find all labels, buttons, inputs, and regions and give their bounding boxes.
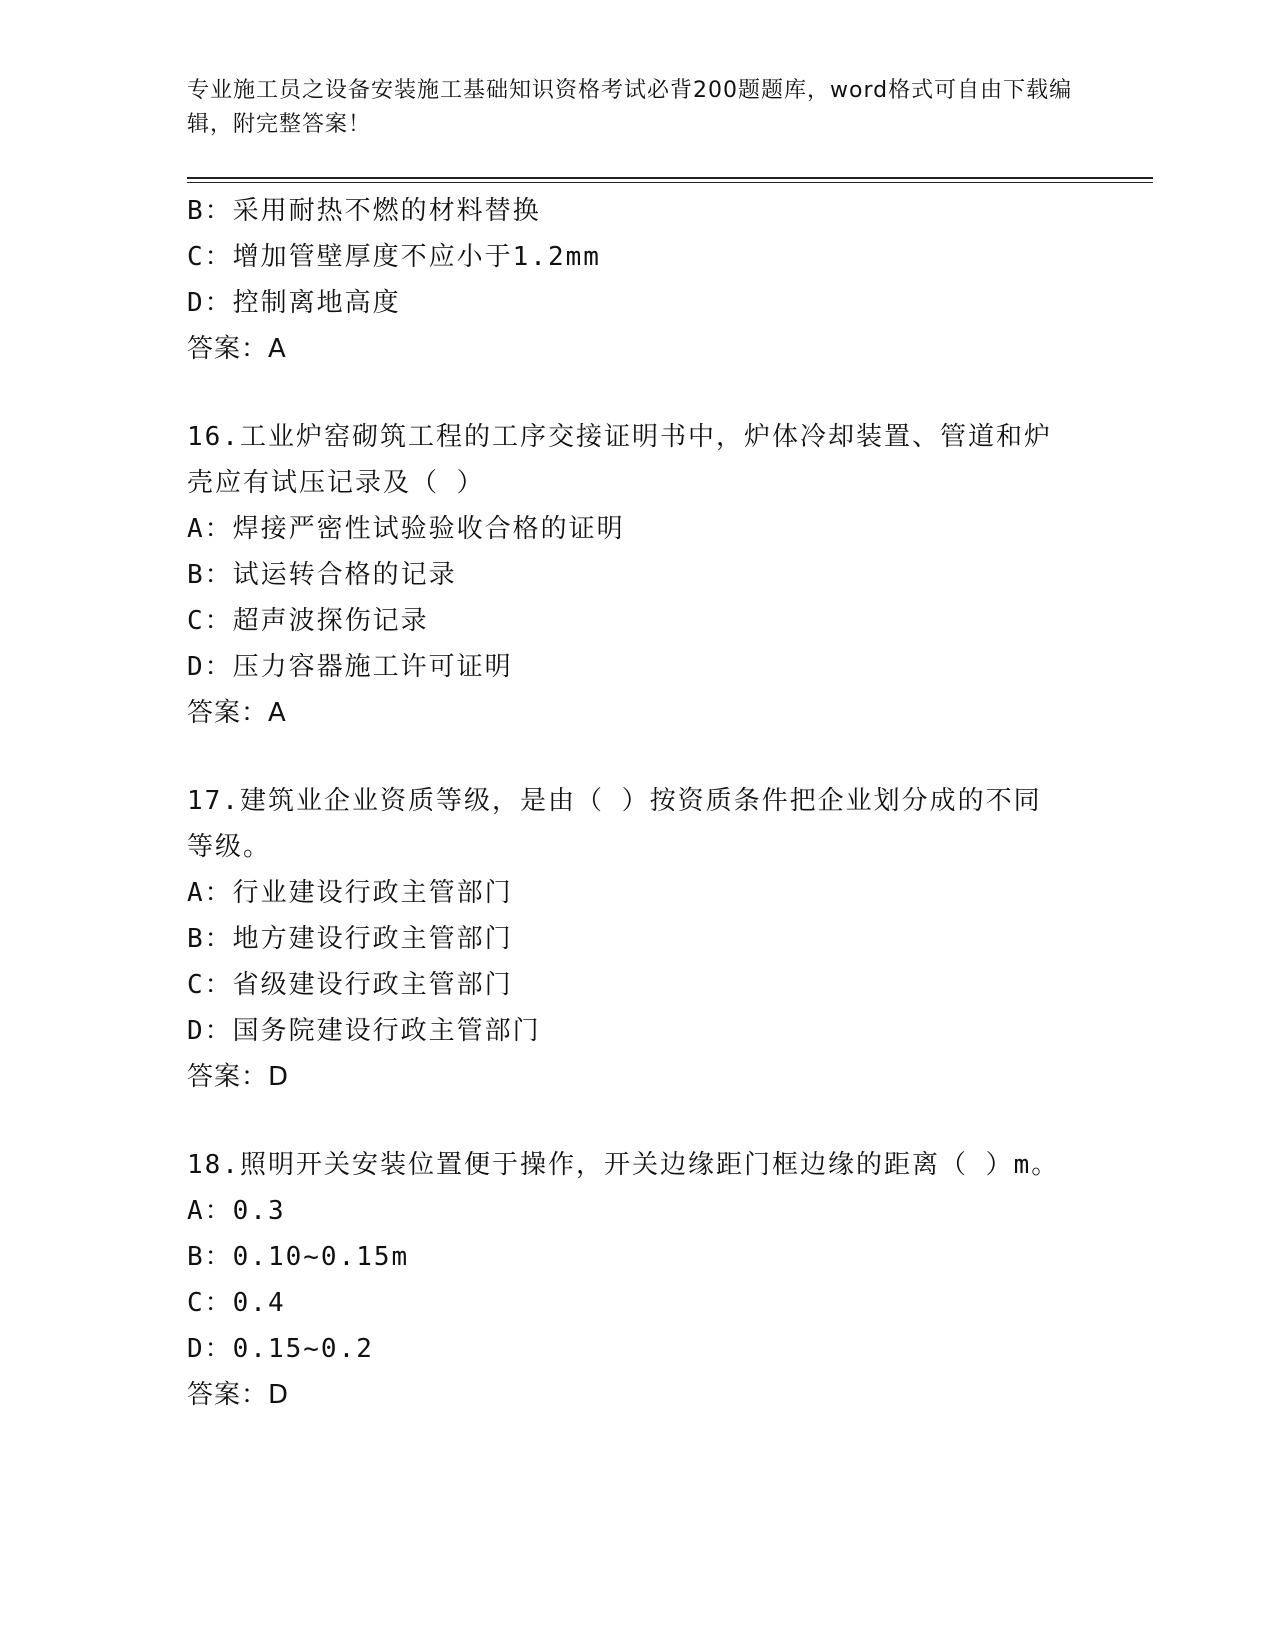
question-text: 等级。: [187, 832, 272, 862]
answer: 答案：D: [187, 1062, 290, 1092]
option: D：控制离地高度: [187, 288, 401, 318]
answer: 答案：A: [187, 334, 287, 364]
question-text: 16.工业炉窑砌筑工程的工序交接证明书中，炉体冷却装置、管道和炉: [187, 422, 1052, 452]
header-title: 专业施工员之设备安装施工基础知识资格考试必背200题题库，word格式可自由下载编辑，附完整答案！: [187, 78, 1073, 137]
option: A：行业建设行政主管部门: [187, 878, 513, 908]
option: D：0.15~0.2: [187, 1334, 374, 1364]
question-text: 17.建筑业企业资质等级，是由（ ）按资质条件把企业划分成的不同: [187, 786, 1042, 816]
option: C：增加管壁厚度不应小于1.2mm: [187, 242, 601, 272]
option: C：超声波探伤记录: [187, 606, 429, 636]
question-block: [187, 414, 1107, 736]
question-text: 壳应有试压记录及（ ）: [187, 468, 485, 498]
option: B：地方建设行政主管部门: [187, 924, 513, 954]
header-rule-thin: [187, 182, 1153, 183]
option: D：压力容器施工许可证明: [187, 652, 513, 682]
header-rule: [187, 177, 1153, 179]
question-block: [187, 778, 1107, 1100]
option: B：0.10~0.15m: [187, 1242, 410, 1272]
option: C：0.4: [187, 1288, 286, 1318]
answer: 答案：A: [187, 698, 287, 728]
option: D：国务院建设行政主管部门: [187, 1016, 541, 1046]
option: A：焊接严密性试验验收合格的证明: [187, 514, 625, 544]
option: B：采用耐热不燃的材料替换: [187, 196, 541, 226]
option: B：试运转合格的记录: [187, 560, 457, 590]
document-body: [187, 188, 1107, 1418]
question-text: 18.照明开关安装位置便于操作，开关边缘距门框边缘的距离（ ）m。: [187, 1150, 1060, 1180]
answer: 答案：D: [187, 1380, 290, 1410]
document-header: [187, 74, 1087, 142]
option: C：省级建设行政主管部门: [187, 970, 513, 1000]
question-block: [187, 1142, 1107, 1418]
question-block: [187, 188, 1107, 372]
option: A：0.3: [187, 1196, 286, 1226]
